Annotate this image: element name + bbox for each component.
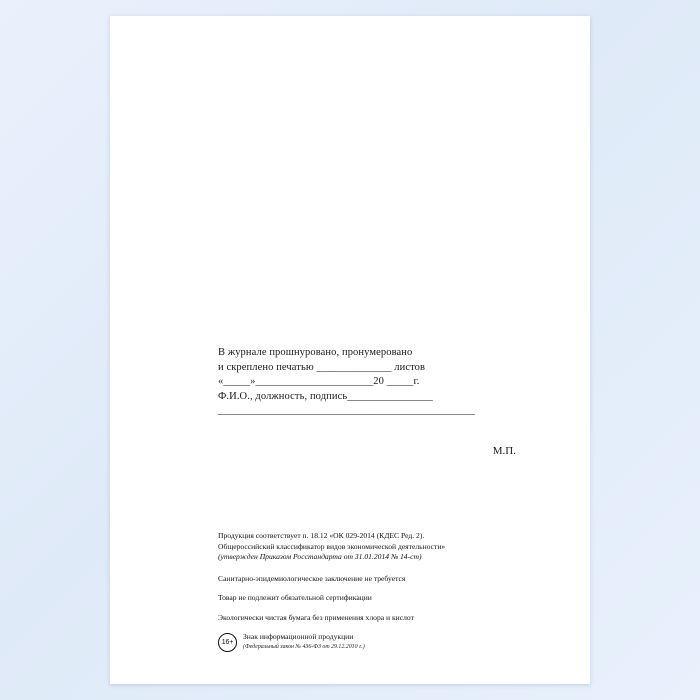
- legal-eco-paper-note: Экологически чистая бумага без применения хлора и кислот: [218, 612, 414, 622]
- legal-okved-line-3: (утвержден Приказом Росстандарта от 31.01.2014 № 14-ст): [218, 552, 422, 561]
- age-rating-row: [218, 632, 548, 652]
- signature-line-5: ________________________________________________: [218, 405, 476, 416]
- document-page: [110, 16, 590, 684]
- signature-line-3: «_____»______________________20 _____г.: [218, 376, 420, 387]
- signature-line-4: Ф.И.О., должность, подпись________________: [218, 390, 433, 402]
- legal-okved-line-2: Общероссийский классификатор видов экономической деятельности»: [218, 541, 446, 551]
- legal-paragraph-okved: [218, 531, 548, 563]
- age-rating-label: Знак информационной продукции: [243, 632, 354, 641]
- stamp-mark: М.П.: [492, 444, 516, 457]
- age-rating-badge-icon: 16+: [218, 633, 237, 652]
- legal-sanitary-note: Санитарно-эпидемиологическое заключение не требуется: [218, 573, 406, 583]
- legal-okved-line-1: Продукция соответствует п. 18.12 «ОК 029-2014 (КДЕС Ред. 2).: [218, 531, 425, 540]
- signature-line-2: и скреплено печатью ______________ листов: [218, 361, 426, 373]
- legal-certification-note: Товар не подлежит обязательной сертификации: [218, 593, 372, 602]
- signature-block: [218, 346, 538, 457]
- signature-line-1: В журнале прошнуровано, пронумеровано: [218, 347, 413, 358]
- age-rating-text: [243, 632, 365, 652]
- legal-notices: [218, 531, 548, 652]
- age-rating-law: (Федеральный закон № 436-ФЗ от 29.12.2010 г.): [243, 643, 365, 650]
